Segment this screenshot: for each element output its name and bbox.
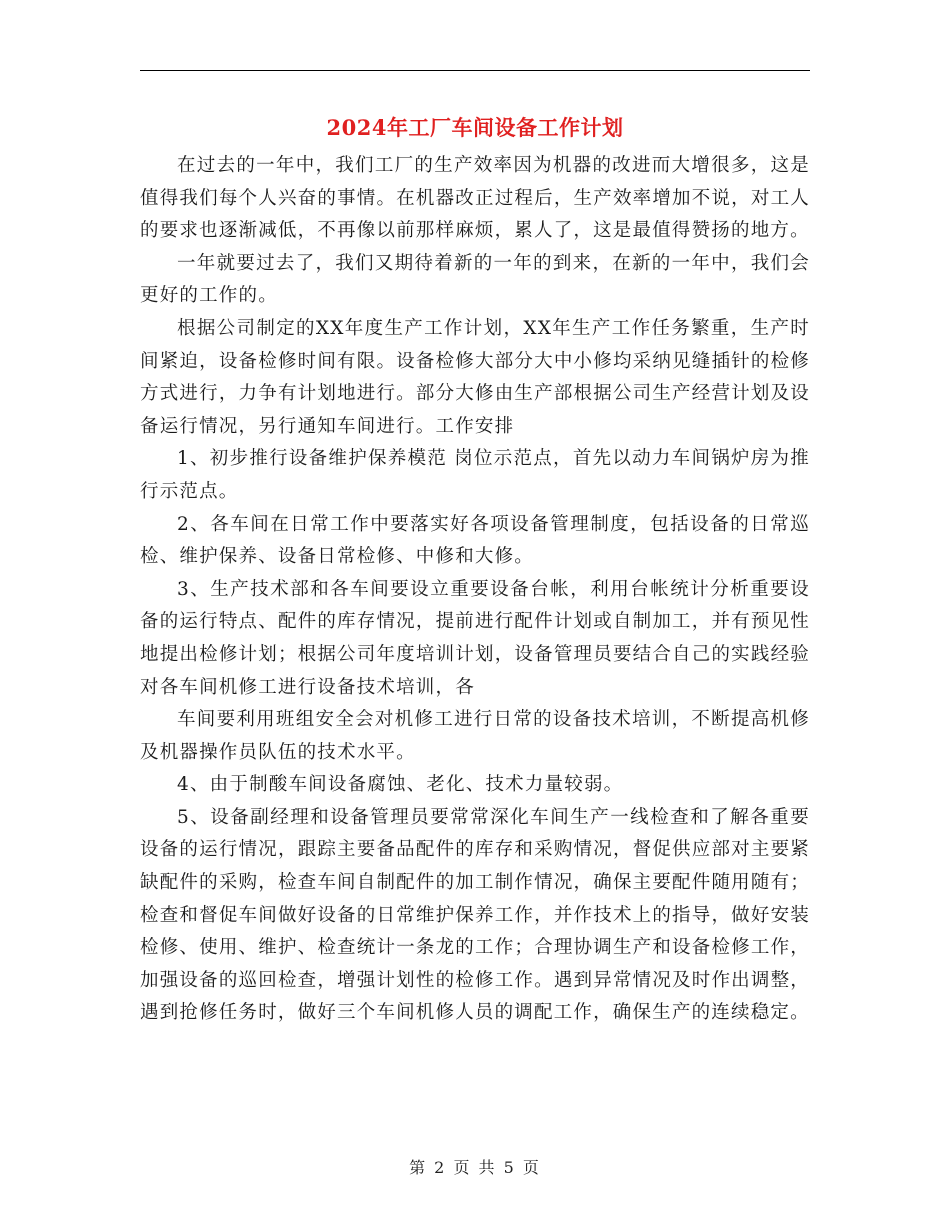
paragraph-item-5: 5、设备副经理和设备管理员要常常深化车间生产一线检查和了解各重要设备的运行情况，跟踪主要备品配件的库存和采购情况，督促供应部对主要紧缺配件的采购，检查车间自制配件的加工制作情况，确保主要配件随用随有；检查和督促车间做好设备的日常维护保养工作，并作技术上的指导，做好安装检修、使用、维护、检查统计一条龙的工作；合理协调生产和设备检修工作，加强设备的巡回检查，增强计划性的检修工作。遇到异常情况及时作出调整，遇到抢修任务时，做好三个车间机修人员的调配工作，确保生产的连续稳定。 (140, 806, 810, 1024)
document-title: 2024年工厂车间设备工作计划 (326, 115, 624, 140)
document-body (140, 150, 810, 1030)
paragraph-item-1: 1、初步推行设备维护保养模范 岗位示范点，首先以动力车间锅炉房为推行示范点。 (140, 448, 810, 502)
paragraph-item-3-continued: 车间要利用班组安全会对机修工进行日常的设备技术培训，不断提高机修及机器操作员队伍的技术水平。 (140, 709, 810, 763)
page-number-footer: 第 2 页 共 5 页 (409, 1158, 541, 1177)
paragraph-plan-overview: 根据公司制定的XX年度生产工作计划，XX年生产工作任务繁重，生产时间紧迫，设备检修时间有限。设备检修大部分大中小修均采纳见缝插针的检修方式进行，力争有计划地进行。部分大修由生产部根据公司生产经营计划及设备运行情况，另行通知车间进行。工作安排 (140, 317, 810, 437)
paragraph-new-year: 一年就要过去了，我们又期待着新的一年的到来，在新的一年中，我们会更好的工作的。 (140, 252, 810, 307)
paragraph-item-2: 2、各车间在日常工作中要落实好各项设备管理制度，包括设备的日常巡检、维护保养、设备日常检修、中修和大修。 (140, 513, 810, 568)
paragraph-item-3: 3、生产技术部和各车间要设立重要设备台帐，利用台帐统计分析重要设备的运行特点、配件的库存情况，提前进行配件计划或自制加工，并有预见性地提出检修计划；根据公司年度培训计划，设备管理员要结合自己的实践经验对各车间机修工进行设备技术培训，各 (140, 578, 810, 698)
header-rule (140, 70, 810, 71)
paragraph-intro: 在过去的一年中，我们工厂的生产效率因为机器的改进而大增很多，这是值得我们每个人兴奋的事情。在机器改正过程后，生产效率增加不说，对工人的要求也逐渐减低，不再像以前那样麻烦，累人了，这是最值得赞扬的地方。 (140, 155, 810, 242)
paragraph-item-4: 4、由于制酸车间设备腐蚀、老化、技术力量较弱。 (177, 774, 624, 796)
